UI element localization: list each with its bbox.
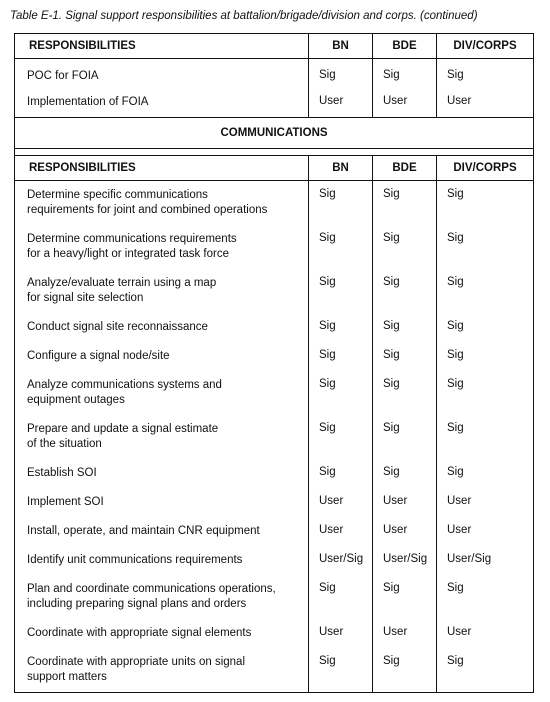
- bde-cell: Sig: [373, 459, 437, 488]
- bde-cell: Sig: [373, 181, 437, 226]
- div-corps-cell: Sig: [437, 371, 534, 415]
- responsibility-cell: [15, 648, 309, 693]
- responsibility-text: Determine communications requirements: [27, 233, 237, 245]
- header-responsibilities: RESPONSIBILITIES: [15, 34, 309, 59]
- bn-cell: User: [309, 88, 373, 118]
- table-row: [15, 313, 534, 342]
- section-gap: [15, 149, 534, 156]
- bn-cell: User/Sig: [309, 546, 373, 575]
- bn-cell: Sig: [309, 342, 373, 371]
- bde-cell: User/Sig: [373, 546, 437, 575]
- bn-cell: User: [309, 517, 373, 546]
- table-row: [15, 546, 534, 575]
- responsibility-text: Analyze/evaluate terrain using a map: [27, 277, 217, 289]
- bde-cell: User: [373, 88, 437, 118]
- responsibility-text: support matters: [27, 670, 107, 683]
- responsibility-text: Configure a signal node/site: [27, 350, 170, 362]
- bn-cell: Sig: [309, 459, 373, 488]
- bde-cell: Sig: [373, 225, 437, 269]
- header-div-corps: DIV/CORPS: [437, 34, 534, 59]
- responsibility-text: equipment outages: [27, 393, 125, 406]
- header-responsibilities: RESPONSIBILITIES: [15, 156, 309, 181]
- div-corps-cell: User/Sig: [437, 546, 534, 575]
- bde-cell: Sig: [373, 59, 437, 89]
- responsibility-cell: [15, 517, 309, 546]
- bde-cell: User: [373, 517, 437, 546]
- table-row: [15, 488, 534, 517]
- div-corps-cell: Sig: [437, 415, 534, 459]
- section-gap-cell: [15, 149, 534, 156]
- responsibility-cell: [15, 459, 309, 488]
- table-row: [15, 415, 534, 459]
- responsibility-text: including preparing signal plans and orders: [27, 597, 247, 610]
- div-corps-cell: Sig: [437, 313, 534, 342]
- responsibility-cell: [15, 546, 309, 575]
- table-row: [15, 648, 534, 693]
- responsibility-cell: [15, 313, 309, 342]
- responsibility-cell: [15, 269, 309, 313]
- table-row: [15, 575, 534, 619]
- bn-cell: Sig: [309, 269, 373, 313]
- responsibility-text: requirements for joint and combined operations: [27, 203, 268, 216]
- responsibility-cell: [15, 619, 309, 648]
- bn-cell: User: [309, 488, 373, 517]
- bde-cell: Sig: [373, 269, 437, 313]
- responsibility-cell: [15, 181, 309, 226]
- div-corps-cell: Sig: [437, 575, 534, 619]
- responsibility-text: Coordinate with appropriate units on signal: [27, 656, 245, 668]
- responsibility-text: Plan and coordinate communications operations,: [27, 583, 276, 595]
- bn-cell: Sig: [309, 371, 373, 415]
- header-bde: BDE: [373, 34, 437, 59]
- responsibility-cell: [15, 415, 309, 459]
- responsibility-text: Implementation of FOIA: [27, 96, 149, 108]
- table-row: [15, 371, 534, 415]
- responsibility-text: Identify unit communications requirements: [27, 554, 243, 566]
- responsibility-text: Establish SOI: [27, 467, 97, 479]
- bn-cell: Sig: [309, 648, 373, 693]
- table-row: [15, 59, 534, 89]
- bde-cell: User: [373, 619, 437, 648]
- responsibility-cell: [15, 225, 309, 269]
- table-row: [15, 181, 534, 226]
- div-corps-cell: Sig: [437, 225, 534, 269]
- bn-cell: Sig: [309, 575, 373, 619]
- responsibility-text: of the situation: [27, 437, 102, 450]
- bn-cell: Sig: [309, 225, 373, 269]
- responsibilities-table: [14, 33, 534, 693]
- bn-cell: User: [309, 619, 373, 648]
- table-caption: Table E-1. Signal support responsibilities at battalion/brigade/division and corps. (continued): [10, 10, 478, 22]
- responsibility-cell: [15, 88, 309, 118]
- responsibility-cell: [15, 342, 309, 371]
- bde-cell: User: [373, 488, 437, 517]
- div-corps-cell: Sig: [437, 342, 534, 371]
- responsibility-text: Coordinate with appropriate signal elements: [27, 627, 252, 639]
- div-corps-cell: User: [437, 488, 534, 517]
- header-row-communications: [15, 156, 534, 181]
- responsibility-text: Implement SOI: [27, 496, 104, 508]
- bde-cell: Sig: [373, 342, 437, 371]
- table-row: [15, 269, 534, 313]
- div-corps-cell: Sig: [437, 181, 534, 226]
- bde-cell: Sig: [373, 371, 437, 415]
- table-row: [15, 619, 534, 648]
- responsibility-text: for signal site selection: [27, 291, 144, 304]
- table-row: [15, 88, 534, 118]
- bn-cell: Sig: [309, 181, 373, 226]
- div-corps-cell: Sig: [437, 269, 534, 313]
- bn-cell: Sig: [309, 59, 373, 89]
- bde-cell: Sig: [373, 313, 437, 342]
- header-bde: BDE: [373, 156, 437, 181]
- div-corps-cell: User: [437, 88, 534, 118]
- header-bn: BN: [309, 156, 373, 181]
- div-corps-cell: Sig: [437, 59, 534, 89]
- responsibility-cell: [15, 59, 309, 89]
- div-corps-cell: User: [437, 517, 534, 546]
- header-bn: BN: [309, 34, 373, 59]
- responsibility-text: Analyze communications systems and: [27, 379, 222, 391]
- header-row-top: [15, 34, 534, 59]
- table-row: [15, 225, 534, 269]
- responsibility-cell: [15, 488, 309, 517]
- section-row: [15, 118, 534, 149]
- bde-cell: Sig: [373, 575, 437, 619]
- table-row: [15, 459, 534, 488]
- responsibility-cell: [15, 575, 309, 619]
- div-corps-cell: User: [437, 619, 534, 648]
- responsibility-cell: [15, 371, 309, 415]
- responsibility-text: Prepare and update a signal estimate: [27, 423, 219, 435]
- bn-cell: Sig: [309, 415, 373, 459]
- bn-cell: Sig: [309, 313, 373, 342]
- div-corps-cell: Sig: [437, 459, 534, 488]
- bde-cell: Sig: [373, 648, 437, 693]
- table-row: [15, 342, 534, 371]
- responsibility-text: for a heavy/light or integrated task force: [27, 247, 229, 260]
- div-corps-cell: Sig: [437, 648, 534, 693]
- responsibility-text: Install, operate, and maintain CNR equipment: [27, 525, 260, 537]
- responsibility-text: Determine specific communications: [27, 189, 208, 201]
- bde-cell: Sig: [373, 415, 437, 459]
- responsibility-text: Conduct signal site reconnaissance: [27, 321, 208, 333]
- section-title: COMMUNICATIONS: [15, 118, 534, 149]
- table-row: [15, 517, 534, 546]
- header-div-corps: DIV/CORPS: [437, 156, 534, 181]
- responsibility-text: POC for FOIA: [27, 70, 99, 82]
